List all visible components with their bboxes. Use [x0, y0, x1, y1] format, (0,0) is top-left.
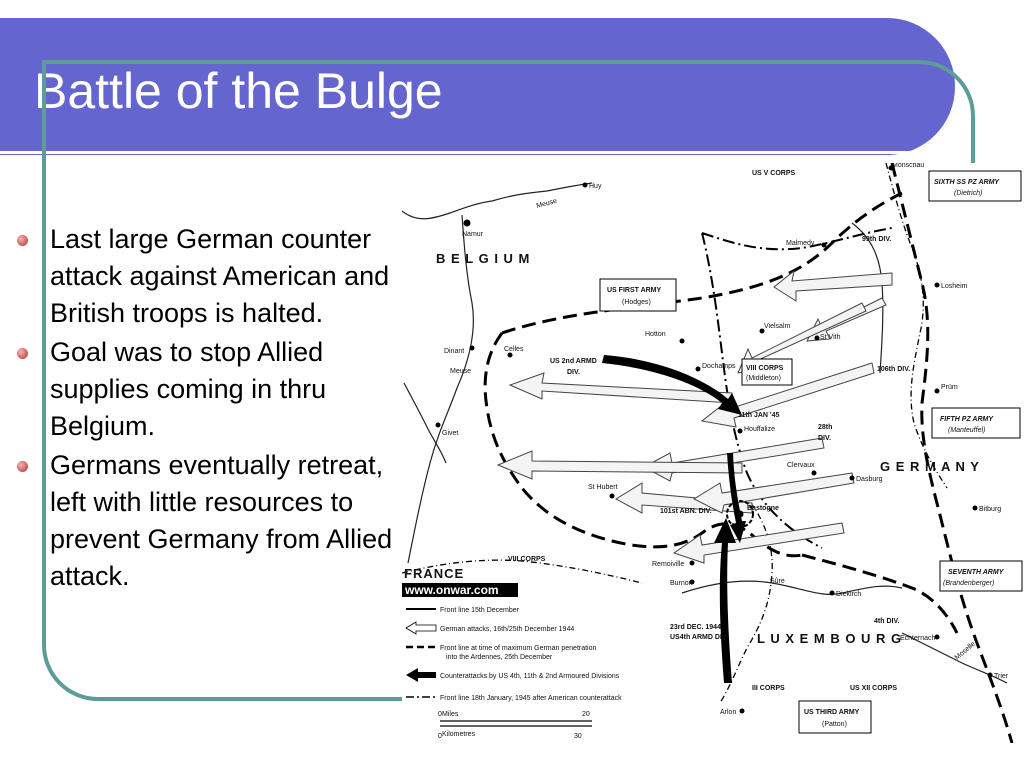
place-label: Vielsalm [764, 323, 791, 330]
place-label: Remoiville [652, 561, 685, 568]
unit-label: (Hodges) [622, 299, 651, 306]
legend-item: Counterattacks by US 4th, 11th & 2nd Armoured Divisions [440, 673, 620, 680]
unit-label: (Middleton) [746, 375, 782, 382]
city-dot [470, 346, 475, 351]
unit-label: US4th ARMD DIV [670, 634, 727, 641]
city-dot [690, 561, 695, 566]
bullet-text: Goal was to stop Allied supplies coming in thru Belgium. [50, 337, 327, 441]
country-label-luxembourg: L U X E M B O U R G [757, 631, 903, 646]
unit-label: (Patton) [822, 721, 847, 728]
river-label: Moselle [953, 640, 977, 662]
city-dot [830, 591, 835, 596]
unit-label: VIII CORPS [508, 556, 546, 563]
battle-map [402, 163, 1024, 743]
place-label: Losheim [941, 283, 968, 290]
bullet-dot-icon [17, 348, 28, 359]
place-label: Givet [442, 430, 459, 437]
bullet-item [14, 221, 404, 332]
scale-miles-label: Miles [442, 711, 459, 718]
place-label: Bastogne [747, 505, 779, 512]
city-dot [464, 220, 471, 227]
place-label: Echternach [900, 635, 936, 642]
place-label: St Vith [820, 334, 841, 341]
unit-label: US V CORPS [752, 170, 796, 177]
legend-item: Front line 18th January, 1945 after American counterattack [440, 695, 622, 702]
unit-label: 23rd DEC. 1944 [670, 624, 721, 631]
legend-item: Front line at time of maximum German penetration [440, 645, 597, 652]
city-dot [508, 353, 513, 358]
unit-label: DIV. [818, 435, 831, 442]
country-label-belgium: B E L G I U M [436, 251, 531, 266]
unit-label: SIXTH SS PZ ARMY [934, 179, 1000, 186]
unit-label: 28th [818, 424, 833, 431]
scale-miles-end: 20 [582, 711, 590, 718]
city-dot [583, 183, 588, 188]
city-dot [740, 709, 745, 714]
place-label: Dasburg [856, 476, 883, 483]
place-label: Celles [504, 346, 524, 353]
city-dot [737, 511, 744, 518]
unit-label: 11th JAN '45 [738, 412, 780, 419]
place-label: Monschau [892, 163, 925, 169]
bullet-dot-icon [17, 461, 28, 472]
slide-title: Battle of the Bulge [34, 63, 443, 119]
city-dot [436, 423, 441, 428]
unit-label: US 2nd ARMD [550, 358, 597, 365]
scale-km-end: 30 [574, 733, 582, 740]
bullet-dot-icon [17, 235, 28, 246]
river-label: Sûre [770, 578, 785, 585]
place-label: Arlon [720, 709, 737, 716]
scale-km-start: 0 [438, 733, 442, 740]
place-label: Clervaux [787, 462, 815, 469]
place-label: Dochamps [702, 363, 736, 370]
place-label: Dinant [444, 348, 465, 355]
unit-label: SEVENTH ARMY [948, 569, 1004, 576]
place-label: St Hubert [588, 484, 618, 491]
unit-label: III CORPS [752, 685, 785, 692]
unit-label: VIII CORPS [746, 365, 784, 372]
city-dot [850, 476, 855, 481]
city-dot [988, 673, 993, 678]
country-label-france: FRANCE [404, 566, 465, 581]
us-third-army-box [799, 701, 871, 733]
place-label: Huy [589, 183, 602, 190]
city-dot [935, 283, 940, 288]
legend-item: into the Ardennes, 25th December [446, 654, 553, 661]
city-dot [812, 471, 817, 476]
place-label: Bitburg [979, 506, 1002, 513]
unit-label: US THIRD ARMY [804, 709, 860, 716]
unit-label: (Brandenberger) [943, 580, 995, 587]
city-dot [680, 339, 685, 344]
city-dot [973, 506, 978, 511]
bullet-text: Germans eventually retreat, left with little resources to prevent Germany from Allied attack. [50, 450, 393, 591]
place-label: Trier [994, 673, 1009, 680]
city-dot [815, 336, 820, 341]
river-label: Meuse [535, 197, 558, 210]
river-label: Meuse [450, 368, 472, 375]
city-dot [738, 429, 743, 434]
unit-label: US FIRST ARMY [607, 287, 662, 294]
unit-label: 101st ABN. DIV. [660, 508, 712, 515]
place-label: Diekirch [836, 591, 862, 598]
watermark: www.onwar.com [405, 583, 499, 597]
place-label: Namur [462, 231, 484, 238]
place-label: Burnon [670, 580, 693, 587]
place-label: Houffalize [744, 426, 776, 433]
unit-label: 99th DIV. [862, 236, 892, 243]
bullet-item [14, 447, 404, 595]
unit-label: 4th DIV. [874, 618, 900, 625]
bullet-text: Last large German counter attack against American and British troops is halted. [50, 224, 390, 328]
bullet-item [14, 334, 404, 445]
scale-km-label: Kilometres [442, 731, 476, 738]
unit-label: FIFTH PZ ARMY [940, 416, 994, 423]
legend-item: German attacks, 16th/25th December 1944 [440, 626, 575, 633]
legend-item: Front line 15th December [440, 607, 519, 614]
unit-label: DIV. [567, 369, 580, 376]
unit-label: (Dietrich) [954, 190, 983, 197]
city-dot [610, 494, 615, 499]
bullet-list [14, 221, 404, 597]
scale-miles-start: 0 [438, 711, 442, 718]
city-dot [696, 367, 701, 372]
place-label: Malmedy [786, 240, 815, 247]
place-label: Prüm [941, 384, 958, 391]
place-label: Hotton [645, 331, 666, 338]
city-dot [822, 243, 827, 248]
country-label-germany: G E R M A N Y [880, 459, 980, 474]
unit-label: (Manteuffel) [948, 427, 986, 434]
us-first-army-box [600, 279, 676, 311]
unit-label: 106th DIV. [877, 366, 911, 373]
unit-label: US XII CORPS [850, 685, 898, 692]
city-dot [935, 389, 940, 394]
